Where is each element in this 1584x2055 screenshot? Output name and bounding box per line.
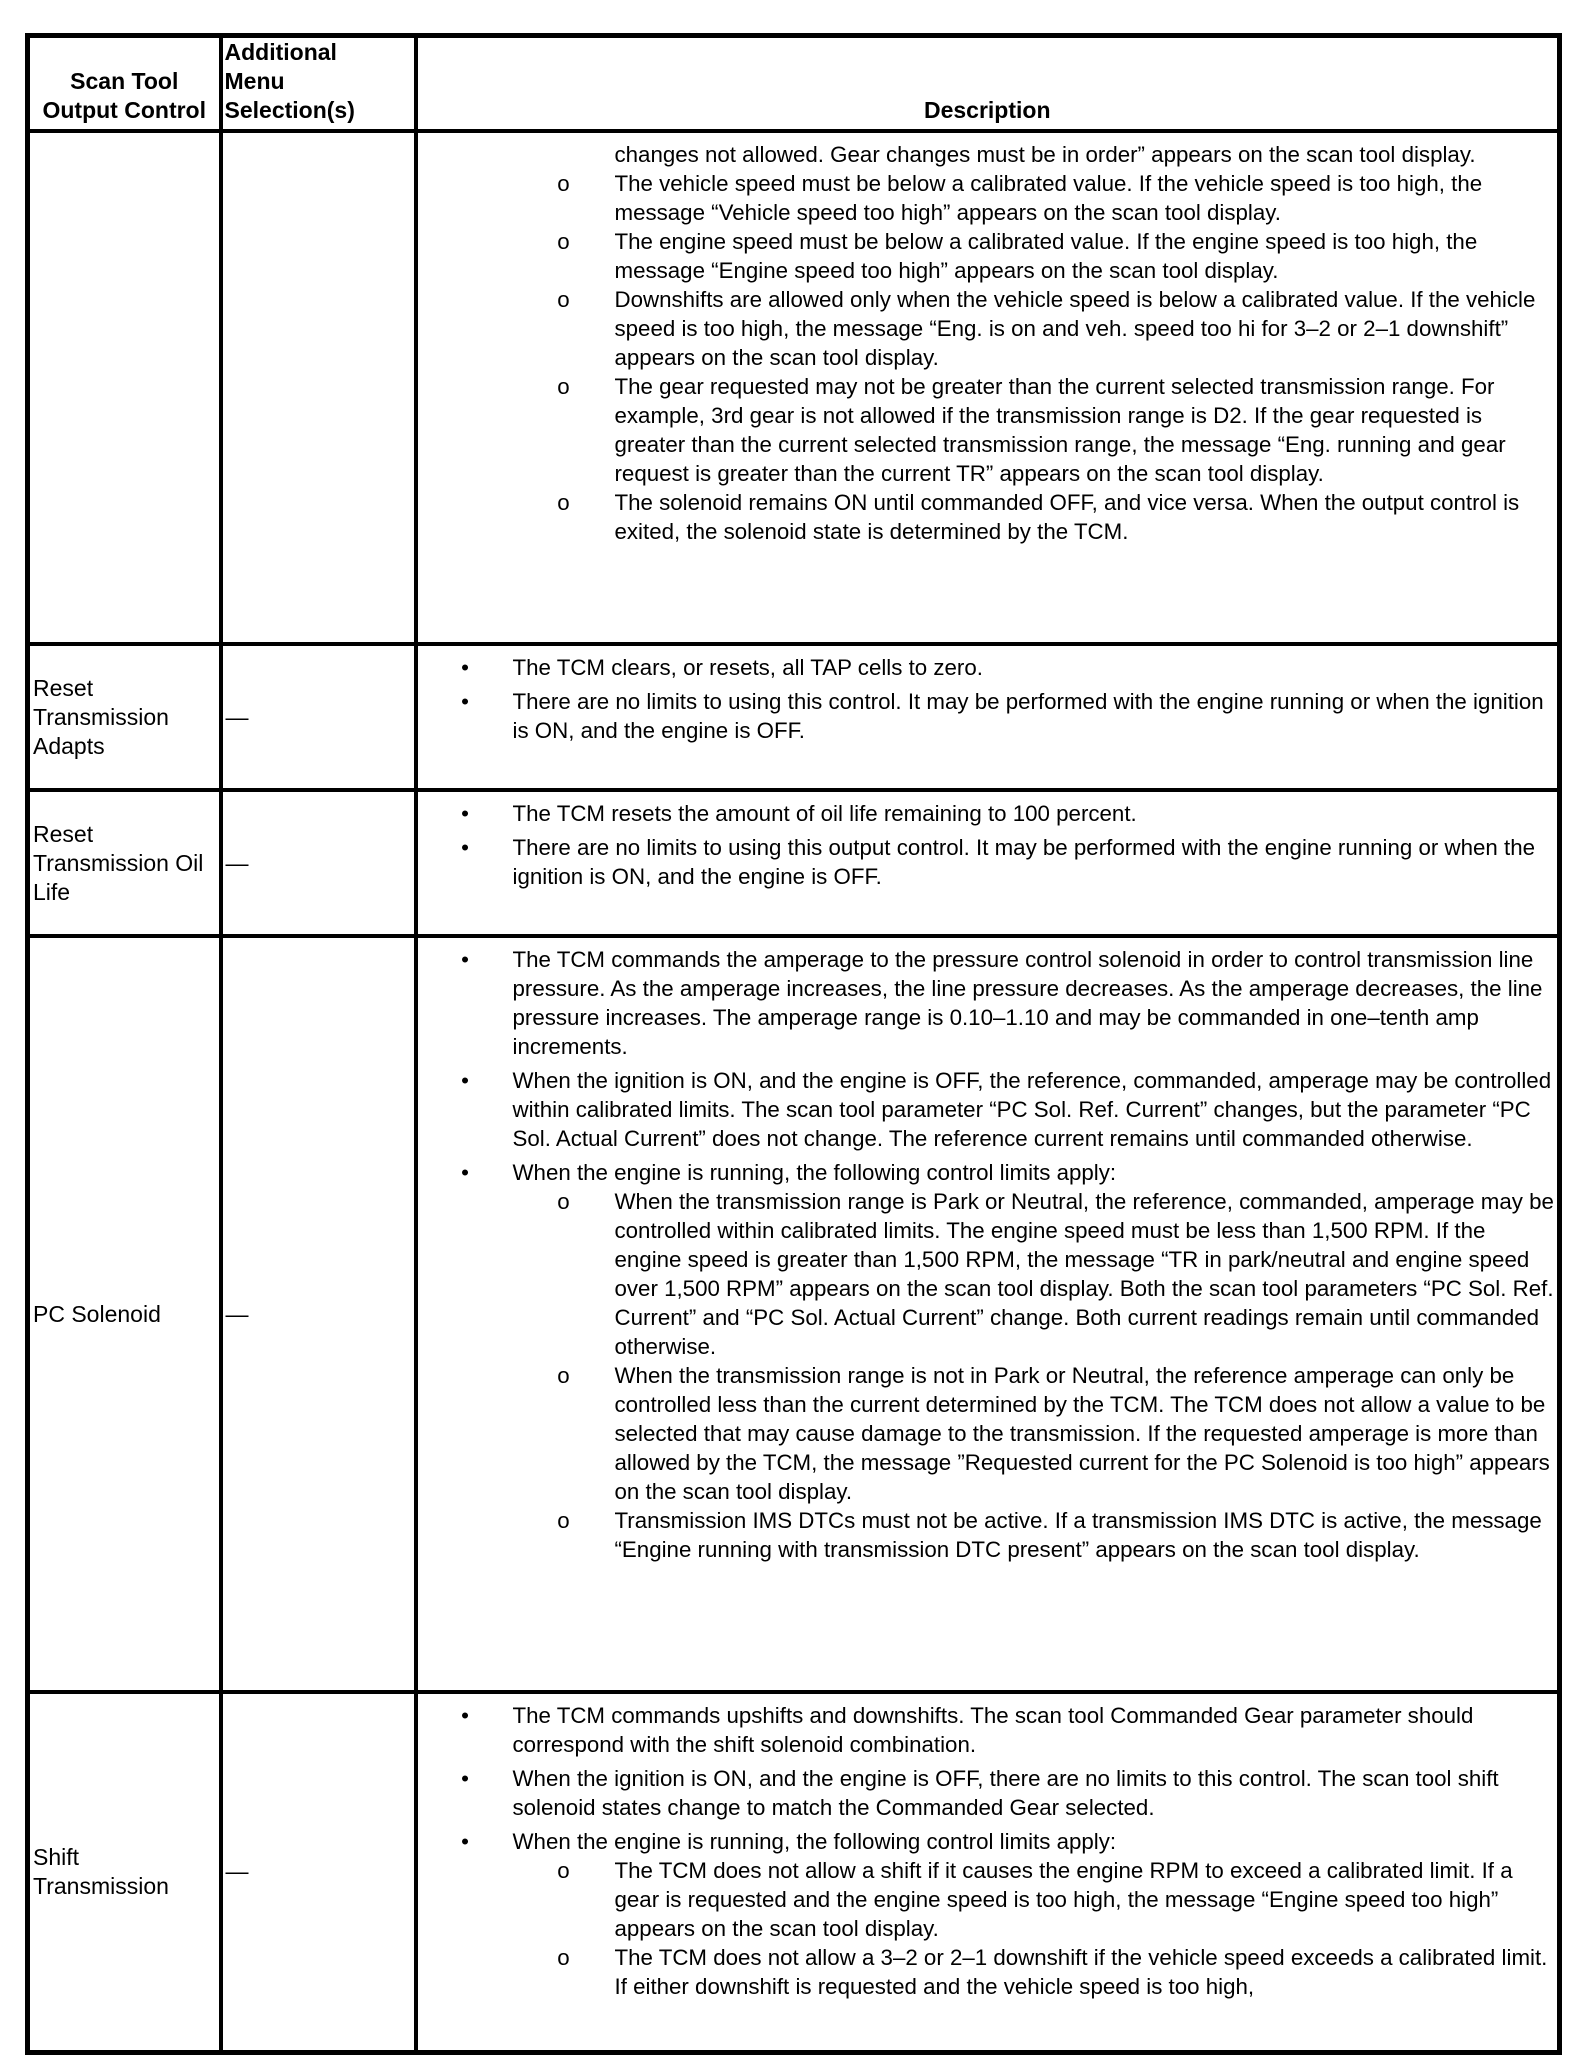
sub-bullet-item: [418, 169, 1558, 227]
output-control-name: Reset Transmission Oil Life: [28, 790, 221, 936]
bullet-marker: •: [461, 1068, 469, 1093]
bullet-text: The engine speed must be below a calibrated value. If the engine speed is too high, the message “Engine speed too high” appears on the scan tool display.: [614, 229, 1478, 283]
description-cell: [416, 790, 1560, 936]
bullet-text: When the transmission range is not in Park or Neutral, the reference amperage can only be controlled less than the current determined by the TCM. The TCM does not allow a value to be selected that may cause damage to the transmission. If the requested amperage is more than allowed by the TCM, the message ”Requested current for the PC Solenoid is too high” appears on the scan tool display.: [614, 1363, 1550, 1504]
bullet-marker: •: [461, 1829, 469, 1854]
sub-bullet-item: [418, 1506, 1558, 1564]
additional-menu-selection: —: [221, 1692, 416, 2052]
sub-bullet-marker: o: [557, 229, 570, 254]
bullet-marker: •: [461, 1703, 469, 1728]
sub-bullet-item: [418, 227, 1558, 285]
output-control-name: Reset Transmission Adapts: [28, 644, 221, 790]
description-cell: [416, 644, 1560, 790]
bullet-text: When the engine is running, the following control limits apply:: [512, 1829, 1117, 1854]
bullet-item: [418, 1827, 1558, 1856]
bullet-item: [418, 1066, 1558, 1153]
sub-bullet-marker: o: [557, 1508, 570, 1533]
output-control-name: [28, 131, 221, 644]
bullet-text: The TCM does not allow a shift if it causes the engine RPM to exceed a calibrated limit. If a gear is requested and the engine speed is too high, the message “Engine speed too high” appears on the scan tool display.: [614, 1858, 1513, 1941]
additional-menu-selection: —: [221, 790, 416, 936]
bullet-text: The gear requested may not be greater than the current selected transmission range. For example, 3rd gear is not allowed if the transmission range is D2. If the gear requested is greater than the current selected transmission range, the message “Eng. running and gear request is greater than the current TR” appears on the scan tool display.: [614, 374, 1506, 486]
bullet-marker: •: [461, 947, 469, 972]
bullet-text: The TCM clears, or resets, all TAP cells to zero.: [512, 655, 983, 680]
bullet-item: [418, 1158, 1558, 1187]
bullet-text: The vehicle speed must be below a calibrated value. If the vehicle speed is too high, the message “Vehicle speed too high” appears on the scan tool display.: [614, 171, 1483, 225]
bullet-text: When the engine is running, the following control limits apply:: [512, 1160, 1117, 1185]
additional-menu-selection: [221, 131, 416, 644]
header-scan-tool-output-control: Scan Tool Output Control: [28, 36, 221, 132]
bullet-marker: •: [461, 1766, 469, 1791]
sub-bullet-marker: o: [557, 374, 570, 399]
bullet-item: [418, 833, 1558, 891]
output-control-name: PC Solenoid: [28, 936, 221, 1692]
sub-bullet-marker: o: [557, 490, 570, 515]
bullet-item: [418, 653, 1558, 682]
sub-bullet-item: [418, 285, 1558, 372]
continued-text: changes not allowed. Gear changes must be in order” appears on the scan tool display.: [614, 142, 1476, 167]
table-row: [28, 936, 1560, 1692]
sub-bullet-item: [418, 1187, 1558, 1361]
bullet-item: [418, 799, 1558, 828]
sub-bullet-item: [418, 1361, 1558, 1506]
bullet-text: Transmission IMS DTCs must not be active. If a transmission IMS DTC is active, the message “Engine running with transmission DTC present” appears on the scan tool display.: [614, 1508, 1542, 1562]
bullet-text: The TCM does not allow a 3–2 or 2–1 downshift if the vehicle speed exceeds a calibrated limit. If either downshift is requested and the vehicle speed is too high,: [614, 1945, 1548, 1999]
output-control-name: Shift Transmission: [28, 1692, 221, 2052]
sub-bullet-item: [418, 1943, 1558, 2001]
bullet-text: When the ignition is ON, and the engine is OFF, there are no limits to this control. The scan tool shift solenoid states change to match the Commanded Gear selected.: [512, 1766, 1499, 1820]
bullet-item: [418, 1764, 1558, 1822]
bullet-item: [418, 1701, 1558, 1759]
table-row: [28, 1692, 1560, 2052]
sub-bullet-marker: o: [557, 171, 570, 196]
sub-bullet-item: [418, 372, 1558, 488]
table-row: [28, 790, 1560, 936]
header-description: Description: [416, 36, 1560, 132]
additional-menu-selection: —: [221, 644, 416, 790]
sub-bullet-marker: o: [557, 1189, 570, 1214]
table-header-row: [28, 36, 1560, 132]
bullet-text: There are no limits to using this control. It may be performed with the engine running or when the ignition is ON, and the engine is OFF.: [512, 689, 1544, 743]
description-cell: [416, 1692, 1560, 2052]
additional-menu-selection: —: [221, 936, 416, 1692]
bullet-text: The TCM resets the amount of oil life remaining to 100 percent.: [512, 801, 1137, 826]
header-additional-menu-selections: Additional Menu Selection(s): [221, 36, 416, 132]
output-control-table: [25, 33, 1562, 2055]
sub-bullet-marker: o: [557, 1858, 570, 1883]
bullet-text: The TCM commands upshifts and downshifts. The scan tool Commanded Gear parameter should correspond with the shift solenoid combination.: [512, 1703, 1474, 1757]
bullet-text: When the ignition is ON, and the engine is OFF, the reference, commanded, amperage may be controlled within calibrated limits. The scan tool parameter “PC Sol. Ref. Current” changes, but the parameter “PC Sol. Actual Current” does not change. The reference current remains until commanded otherwise.: [512, 1068, 1552, 1151]
sub-bullet-marker: o: [557, 287, 570, 312]
sub-bullet-item: [418, 1856, 1558, 1943]
bullet-text: The TCM commands the amperage to the pressure control solenoid in order to control transmission line pressure. As the amperage increases, the line pressure decreases. As the amperage decreases, the line pressure increases. The amperage range is 0.10–1.10 and may be commanded in one–tenth amp increments.: [512, 947, 1543, 1059]
bullet-marker: •: [461, 1160, 469, 1185]
table-row: [28, 131, 1560, 644]
bullet-text: Downshifts are allowed only when the vehicle speed is below a calibrated value. If the vehicle speed is too high, the message “Eng. is on and veh. speed too hi for 3–2 or 2–1 downshift” appears on the scan tool display.: [614, 287, 1536, 370]
table-row: [28, 644, 1560, 790]
bullet-text: There are no limits to using this output control. It may be performed with the engine running or when the ignition is ON, and the engine is OFF.: [512, 835, 1535, 889]
bullet-item: [418, 687, 1558, 745]
bullet-marker: •: [461, 655, 469, 680]
bullet-item: [418, 945, 1558, 1061]
description-cell: [416, 936, 1560, 1692]
bullet-text: When the transmission range is Park or Neutral, the reference, commanded, amperage may be controlled within calibrated limits. The engine speed must be less than 1,500 RPM. If the engine speed is greater than 1,500 RPM, the message “TR in park/neutral and engine speed over 1,500 RPM” appears on the scan tool display. Both the scan tool parameters “PC Sol. Ref. Current” and “PC Sol. Actual Current” change. Both current readings remain until commanded otherwise.: [614, 1189, 1554, 1359]
sub-bullet-item: [418, 488, 1558, 546]
description-cell: [416, 131, 1560, 644]
bullet-marker: •: [461, 689, 469, 714]
sub-bullet-marker: o: [557, 1945, 570, 1970]
bullet-marker: •: [461, 835, 469, 860]
bullet-marker: •: [461, 801, 469, 826]
bullet-text: The solenoid remains ON until commanded OFF, and vice versa. When the output control is exited, the solenoid state is determined by the TCM.: [614, 490, 1520, 544]
sub-bullet-marker: o: [557, 1363, 570, 1388]
